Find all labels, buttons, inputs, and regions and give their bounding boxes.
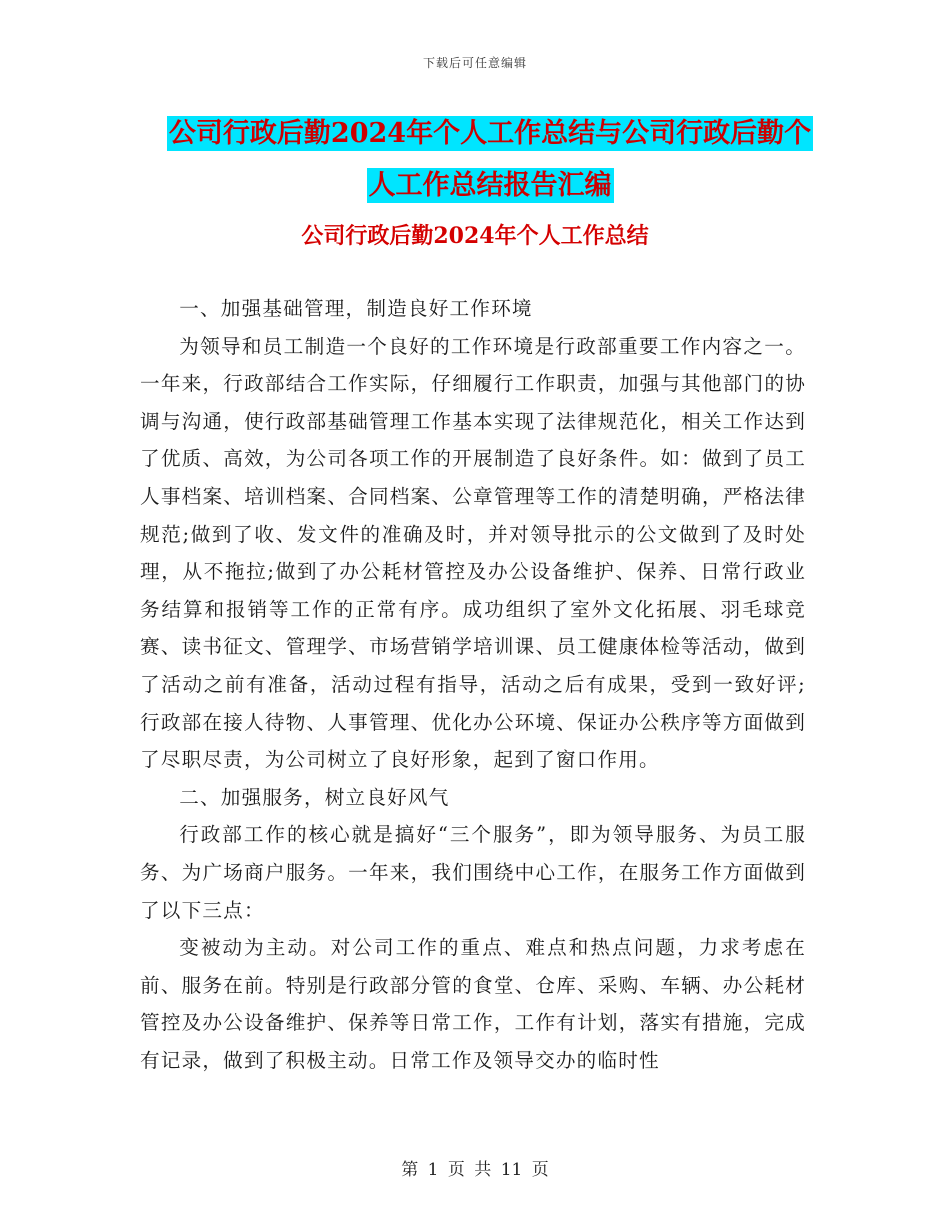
document-title [140,108,840,212]
title-line-2: 人工作总结报告汇编 [368,170,612,201]
body-text [140,290,806,1079]
title-line-1: 公司行政后勤2024年个人工作总结与公司行政后勤个 [168,118,812,149]
heading-2: 二、加强服务，树立良好风气 [179,785,450,809]
section-title: 公司行政后勤2024年个人工作总结 [301,223,649,249]
page-footer: 第 1 页 共 11 页 [401,1160,549,1180]
paragraph-2: 行政部工作的核心就是搞好“三个服务”，即为领导服务、为员工服务、为广场商户服务。一年来，我们围绕中心工作，在服务工作方面做到了以下三点： [140,823,806,922]
header-note: 下载后可任意编辑 [422,56,527,70]
paragraph-1: 为领导和员工制造一个良好的工作环境是行政部重要工作内容之一。一年来，行政部结合工作实际，仔细履行工作职责，加强与其他部门的协调与沟通，使行政部基础管理工作基本实现了法律规范化，相关工作达到了优质、高效，为公司各项工作的开展制造了良好条件。如：做到了员工人事档案、培训档案、合同档案、公章管理等工作的清楚明确，严格法律规范;做到了收、发文件的准确及时，并对领导批示的公文做到了及时处理，从不拖拉;做到了办公耗材管控及办公设备维护、保养、日常行政业务结算和报销等工作的正常有序。成功组织了室外文化拓展、羽毛球竞赛、读书征文、管理学、市场营销学培训课、员工健康体检等活动，做到了活动之前有准备，活动过程有指导，活动之后有成果，受到一致好评;行政部在接人待物、人事管理、优化办公环境、保证办公秩序等方面做到了尽职尽责，为公司树立了良好形象，起到了窗口作用。 [140,334,806,772]
paragraph-3: 变被动为主动。对公司工作的重点、难点和热点问题，力求考虑在前、服务在前。特别是行政部分管的食堂、仓库、采购、车辆、办公耗材管控及办公设备维护、保养等日常工作，工作有计划，落实有措施，完成有记录，做到了积极主动。日常工作及领导交办的临时性 [140,936,806,1072]
heading-1: 一、加强基础管理，制造良好工作环境 [179,297,533,320]
